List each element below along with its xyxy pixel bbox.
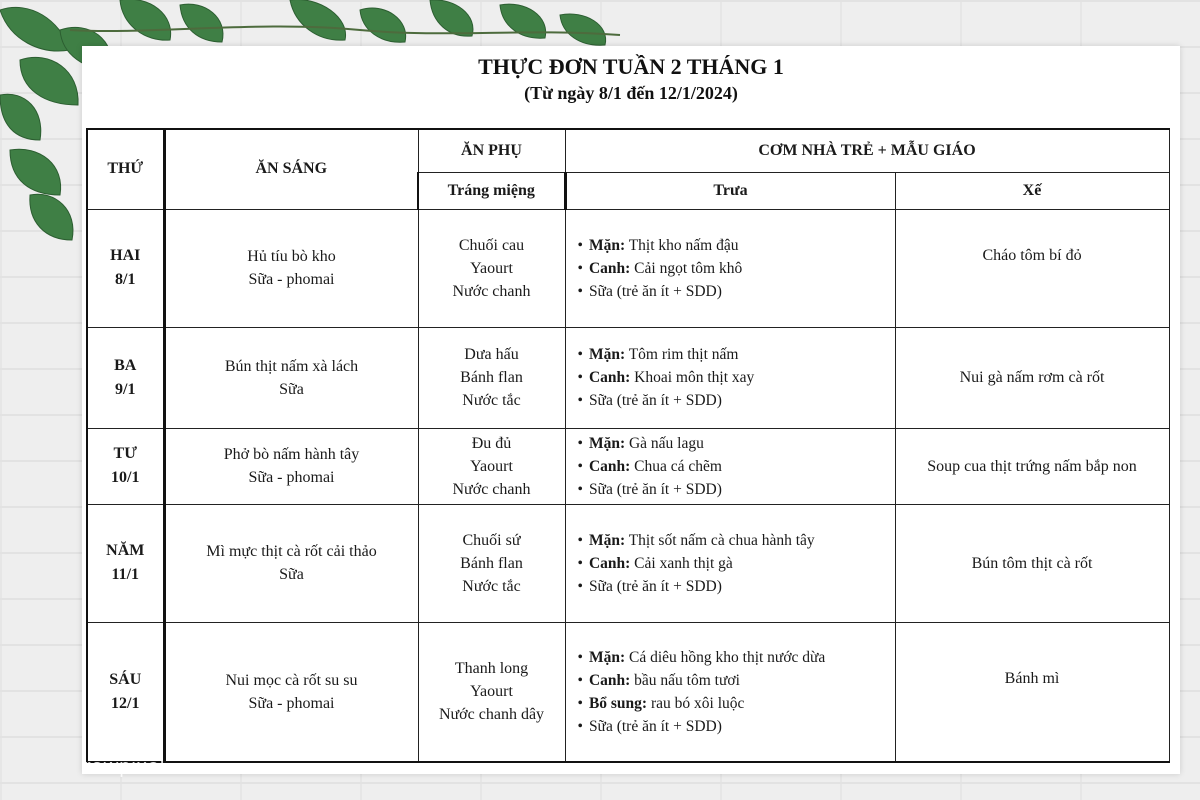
lunch-item: • Canh: Cải ngọt tôm khô: [578, 257, 895, 280]
lunch-cell: [565, 428, 895, 504]
table-row: [87, 504, 1169, 622]
snack-cell: [418, 428, 565, 504]
table-row: [87, 327, 1169, 428]
table-row: [87, 428, 1169, 504]
afternoon-cell: Soup cua thịt trứng nấm bắp non: [895, 428, 1169, 504]
day-date: 9/1: [115, 380, 136, 398]
lunch-cell: [565, 622, 895, 762]
breakfast-item: Sữa: [279, 566, 304, 583]
snack-item: Đu đủ: [471, 434, 512, 452]
snack-item: Thanh long: [454, 660, 529, 678]
header-day: THỨ: [87, 129, 164, 209]
day-cell: [87, 428, 164, 504]
day-name: BA: [114, 356, 137, 374]
lunch-item: • Mặn: Tôm rim thịt nấm: [578, 343, 895, 366]
day-date: 11/1: [111, 566, 140, 583]
lunch-item: • Canh: Chua cá chẽm: [578, 455, 895, 478]
snack-item: Yaourt: [470, 457, 513, 475]
day-cell: [87, 209, 164, 327]
breakfast-cell: [164, 504, 418, 622]
breakfast-item: Hủ tíu bò kho: [247, 248, 336, 265]
snack-item: Chuối sứ: [462, 531, 521, 549]
lunch-item: • Canh: bầu nấu tôm tươi: [578, 669, 895, 692]
breakfast-cell: [164, 428, 418, 504]
breakfast-item: Nui mọc cà rốt su su: [225, 671, 358, 689]
day-name: HAI: [110, 247, 141, 264]
table-row: [87, 622, 1169, 762]
snack-item: Bánh flan: [460, 369, 523, 386]
lunch-item: • Bổ sung: rau bó xôi luộc: [578, 692, 895, 715]
day-name: SÁU: [109, 670, 142, 688]
header-snack: ĂN PHỤ: [418, 129, 565, 172]
snack-item: Yaourt: [470, 259, 513, 277]
breakfast-item: Sữa: [279, 380, 304, 398]
snack-item: Nước tắc: [462, 392, 521, 409]
lunch-cell: [565, 504, 895, 622]
lunch-item: • Mặn: Thịt sốt nấm cà chua hành tây: [578, 529, 895, 552]
breakfast-item: Sữa - phomai: [248, 694, 335, 712]
day-name: NĂM: [106, 542, 145, 559]
lunch-item: • Sữa (trẻ ăn ít + SDD): [578, 389, 895, 412]
snack-item: Bánh flan: [460, 554, 523, 572]
snack-cell: [418, 504, 565, 622]
header-main-meal: CƠM NHÀ TRẺ + MẪU GIÁO: [565, 129, 1169, 172]
snack-item: Nước chanh dây: [438, 706, 545, 724]
day-cell: [87, 622, 164, 762]
breakfast-item: Mì mực thịt cà rốt cải thảo: [206, 543, 377, 560]
day-date: 10/1: [111, 469, 140, 486]
afternoon-cell: Cháo tôm bí đỏ: [895, 209, 1169, 327]
snack-cell: [418, 327, 565, 428]
day-date: 8/1: [115, 271, 136, 288]
lunch-item: • Mặn: Thịt kho nấm đậu: [578, 234, 895, 257]
breakfast-cell: [164, 209, 418, 327]
lunch-item: • Sữa (trẻ ăn ít + SDD): [578, 478, 895, 501]
breakfast-cell: [164, 327, 418, 428]
snack-item: Dưa hấu: [464, 346, 519, 363]
snack-item: Nước tắc: [462, 577, 521, 595]
day-cell: [87, 327, 164, 428]
breakfast-item: Sữa - phomai: [248, 469, 335, 486]
table-row: [87, 209, 1169, 327]
menu-sheet: [82, 46, 1180, 774]
lunch-cell: [565, 209, 895, 327]
day-date: 12/1: [111, 694, 140, 712]
day-name: TƯ: [113, 445, 137, 462]
lunch-item: • Mặn: Cá diêu hồng kho thịt nước dừa: [578, 646, 895, 669]
lunch-item: • Sữa (trẻ ăn ít + SDD): [578, 280, 895, 303]
header-afternoon: Xế: [895, 172, 1169, 209]
lunch-item: • Sữa (trẻ ăn ít + SDD): [578, 715, 895, 738]
snack-item: Yaourt: [470, 683, 513, 701]
page-subtitle: (Từ ngày 8/1 đến 12/1/2024): [524, 83, 738, 103]
breakfast-item: Phở bò nấm hành tây: [223, 446, 360, 463]
page-title: THỰC ĐƠN TUẦN 2 THÁNG 1: [478, 54, 784, 79]
afternoon-cell: Nui gà nấm rơm cà rốt: [895, 327, 1169, 428]
lunch-item: • Canh: Khoai môn thịt xay: [578, 366, 895, 389]
header-lunch: Trưa: [565, 172, 895, 209]
lunch-item: • Mặn: Gà nấu lagu: [578, 432, 895, 455]
snack-item: Chuối cau: [458, 236, 525, 254]
breakfast-item: Bún thịt nấm xà lách: [224, 357, 359, 375]
snack-cell: [418, 622, 565, 762]
header-breakfast: ĂN SÁNG: [164, 129, 418, 209]
watermark: rawpixel: [84, 756, 166, 778]
day-cell: [87, 504, 164, 622]
afternoon-cell: Bánh mì: [895, 622, 1169, 762]
snack-cell: [418, 209, 565, 327]
afternoon-cell: Bún tôm thịt cà rốt: [895, 504, 1169, 622]
header-dessert: Tráng miệng: [418, 172, 565, 209]
snack-item: Nước chanh: [452, 480, 531, 498]
snack-item: Nước chanh: [452, 282, 531, 300]
breakfast-cell: [164, 622, 418, 762]
menu-table: [86, 128, 1170, 763]
lunch-item: • Sữa (trẻ ăn ít + SDD): [578, 575, 895, 598]
lunch-item: • Canh: Cải xanh thịt gà: [578, 552, 895, 575]
lunch-cell: [565, 327, 895, 428]
breakfast-item: Sữa - phomai: [248, 271, 335, 288]
